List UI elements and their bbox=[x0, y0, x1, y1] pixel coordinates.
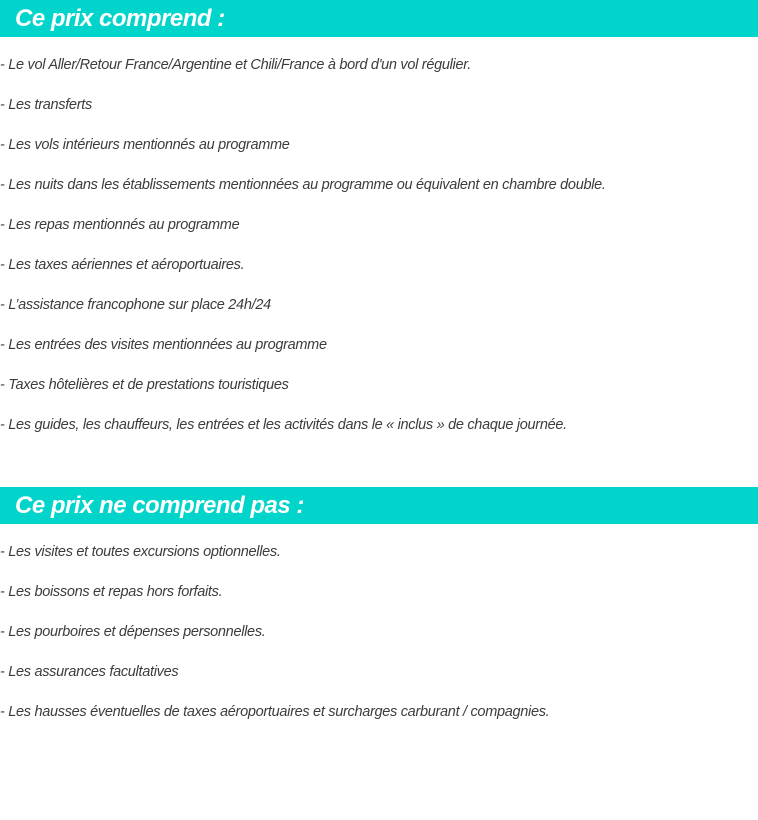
list-item: - Les boissons et repas hors forfaits. bbox=[0, 584, 223, 600]
list-item: - Les entrées des visites mentionnées au programme bbox=[0, 337, 327, 353]
list-item: - Les guides, les chauffeurs, les entrées et les activités dans le « inclus » de chaque journée. bbox=[0, 417, 567, 433]
list-item: - Les repas mentionnés au programme bbox=[0, 217, 240, 233]
list-item: - Les visites et toutes excursions optionnelles. bbox=[0, 544, 281, 560]
list-item: - Les transferts bbox=[0, 97, 92, 113]
excluded-list bbox=[0, 542, 549, 742]
list-item: - L’assistance francophone sur place 24h/24 bbox=[0, 297, 271, 313]
list-item: - Taxes hôtelières et de prestations touristiques bbox=[0, 377, 289, 393]
list-item: - Le vol Aller/Retour France/Argentine et Chili/France à bord d'un vol régulier. bbox=[0, 57, 471, 73]
list-item: - Les assurances facultatives bbox=[0, 664, 179, 680]
list-item: - Les hausses éventuelles de taxes aéroportuaires et surcharges carburant / compagnies. bbox=[0, 704, 550, 720]
list-item: - Les vols intérieurs mentionnés au programme bbox=[0, 137, 290, 153]
list-item: - Les pourboires et dépenses personnelles. bbox=[0, 624, 266, 640]
excluded-header bbox=[0, 487, 758, 524]
list-item: - Les nuits dans les établissements mentionnées au programme ou équivalent en chambre double. bbox=[0, 177, 606, 193]
included-title: Ce prix comprend : bbox=[15, 5, 225, 32]
included-list bbox=[0, 55, 606, 455]
excluded-title: Ce prix ne comprend pas : bbox=[15, 492, 304, 519]
list-item: - Les taxes aériennes et aéroportuaires. bbox=[0, 257, 245, 273]
included-header bbox=[0, 0, 758, 37]
